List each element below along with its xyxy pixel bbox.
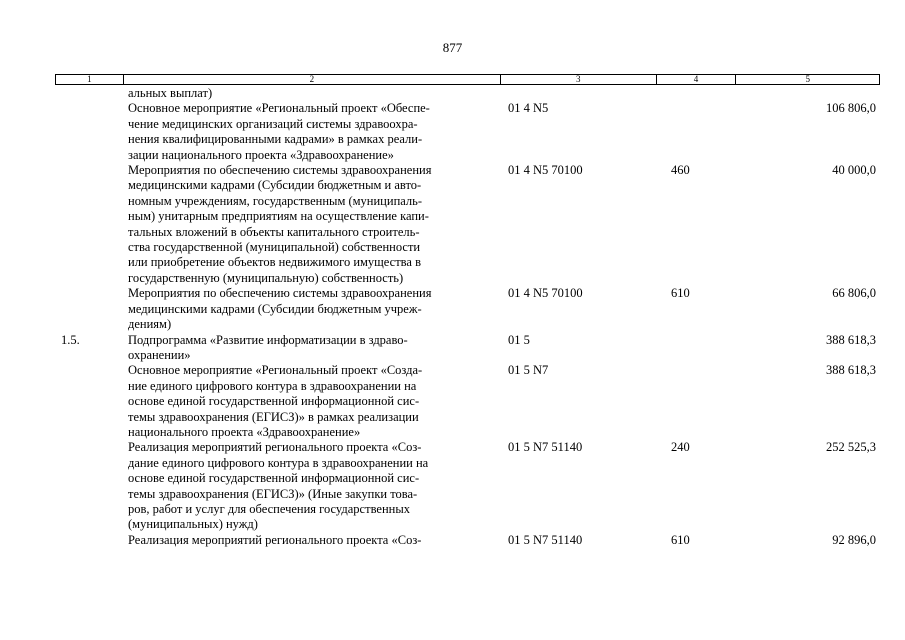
- row-expense-type: 610: [671, 286, 690, 301]
- header-col-1: 1: [56, 75, 124, 84]
- row-code: 01 5 N7 51140: [508, 532, 583, 547]
- row-amount: 40 000,0: [832, 163, 876, 178]
- row-number: [55, 440, 123, 532]
- description-line: ров, работ и услуг для обеспечения государственных: [128, 501, 410, 516]
- row-expense-type: [657, 101, 737, 163]
- row-expense-type: 610: [671, 532, 690, 547]
- row-number: [55, 286, 123, 332]
- description-line: Основное мероприятие «Региональный проект «Обеспе-: [128, 101, 430, 116]
- row-amount: 66 806,0: [832, 286, 876, 301]
- header-col-4: 4: [657, 75, 737, 84]
- row-number: [55, 86, 123, 101]
- description-line: национального проекта «Здравоохранение»: [128, 424, 361, 439]
- row-description: [123, 163, 501, 286]
- table-row: [55, 440, 880, 532]
- header-col-5: 5: [805, 74, 810, 84]
- description-line: основе единой государственной информационной сис-: [128, 471, 420, 486]
- row-code: 01 5: [508, 332, 530, 347]
- row-expense-type: [657, 333, 737, 364]
- row-code: [501, 86, 657, 101]
- description-line: дениям): [128, 317, 172, 332]
- row-amount: 92 896,0: [832, 532, 876, 547]
- row-amount: 252 525,3: [826, 440, 876, 455]
- description-line: Реализация мероприятий регионального проекта «Соз-: [128, 532, 422, 547]
- table-row: [55, 286, 880, 332]
- description-line: ства государственной (муниципальной) собственности: [128, 240, 421, 255]
- row-code: 01 5 N7: [508, 363, 549, 378]
- description-line: альных выплат): [128, 86, 213, 100]
- table-header: [55, 74, 880, 85]
- row-number: [55, 163, 123, 286]
- header-col-2: 2: [124, 75, 501, 84]
- row-description: [123, 363, 501, 440]
- description-line: дание единого цифрового контура в здравоохранении на: [128, 455, 429, 470]
- row-code: 01 4 N5 70100: [508, 286, 583, 301]
- description-line: Мероприятия по обеспечению системы здравоохранения: [128, 286, 432, 301]
- row-description: [123, 286, 501, 332]
- row-description: [123, 333, 501, 364]
- row-code: 01 5 N7 51140: [508, 440, 583, 455]
- table-row: [55, 86, 880, 101]
- row-number: [55, 101, 123, 163]
- description-line: основе единой государственной информационной сис-: [128, 394, 420, 409]
- description-line: медицинскими кадрами (Субсидии бюджетным учреж-: [128, 301, 422, 316]
- description-line: ние единого цифрового контура в здравоохранении на: [128, 378, 417, 393]
- row-amount: [737, 86, 880, 101]
- description-line: номным учреждениям, государственным (муниципаль-: [128, 193, 423, 208]
- row-number: 1.5.: [61, 332, 80, 347]
- row-description: [123, 86, 501, 101]
- row-expense-type: 240: [671, 440, 690, 455]
- row-expense-type: [657, 363, 737, 440]
- description-line: нения квалифицированными кадрами» в рамках реали-: [128, 132, 423, 147]
- description-line: или приобретение объектов недвижимого имущества в: [128, 255, 421, 270]
- table-row: [55, 363, 880, 440]
- description-line: Подпрограмма «Развитие информатизации в здраво-: [128, 332, 408, 347]
- table-row: [55, 533, 880, 548]
- row-description: [123, 533, 501, 548]
- header-col-3: 3: [501, 75, 657, 84]
- table-row: [55, 333, 880, 364]
- row-code: 01 4 N5 70100: [508, 163, 583, 178]
- description-line: Мероприятия по обеспечению системы здравоохранения: [128, 163, 432, 178]
- table-row: [55, 163, 880, 286]
- description-line: зации национального проекта «Здравоохранение»: [128, 147, 394, 162]
- description-line: чение медицинских организаций системы здравоохра-: [128, 116, 418, 131]
- row-number: [55, 363, 123, 440]
- description-line: государственную (муниципальную) собственность): [128, 270, 404, 285]
- row-description: [123, 440, 501, 532]
- row-amount: 388 618,3: [826, 332, 876, 347]
- row-description: [123, 101, 501, 163]
- table-row: [55, 101, 880, 163]
- description-line: тальных вложений в объекты капитального строитель-: [128, 224, 420, 239]
- row-number: [55, 533, 123, 548]
- description-line: ным) унитарным предприятиям на осуществление капи-: [128, 209, 429, 224]
- table-body: [55, 86, 880, 548]
- description-line: темы здравоохранения (ЕГИСЗ)» в рамках реализации: [128, 409, 419, 424]
- row-amount: 106 806,0: [826, 101, 876, 116]
- description-line: охранении»: [128, 347, 191, 362]
- description-line: медицинскими кадрами (Субсидии бюджетным и авто-: [128, 178, 422, 193]
- row-expense-type: 460: [671, 163, 690, 178]
- description-line: Основное мероприятие «Региональный проект «Созда-: [128, 363, 423, 378]
- row-code: 01 4 N5: [508, 101, 549, 116]
- row-amount: 388 618,3: [826, 363, 876, 378]
- page-number: 877: [442, 40, 463, 55]
- row-expense-type: [657, 86, 737, 101]
- description-line: темы здравоохранения (ЕГИСЗ)» (Иные закупки това-: [128, 486, 418, 501]
- description-line: (муниципальных) нужд): [128, 517, 258, 532]
- description-line: Реализация мероприятий регионального проекта «Соз-: [128, 440, 422, 455]
